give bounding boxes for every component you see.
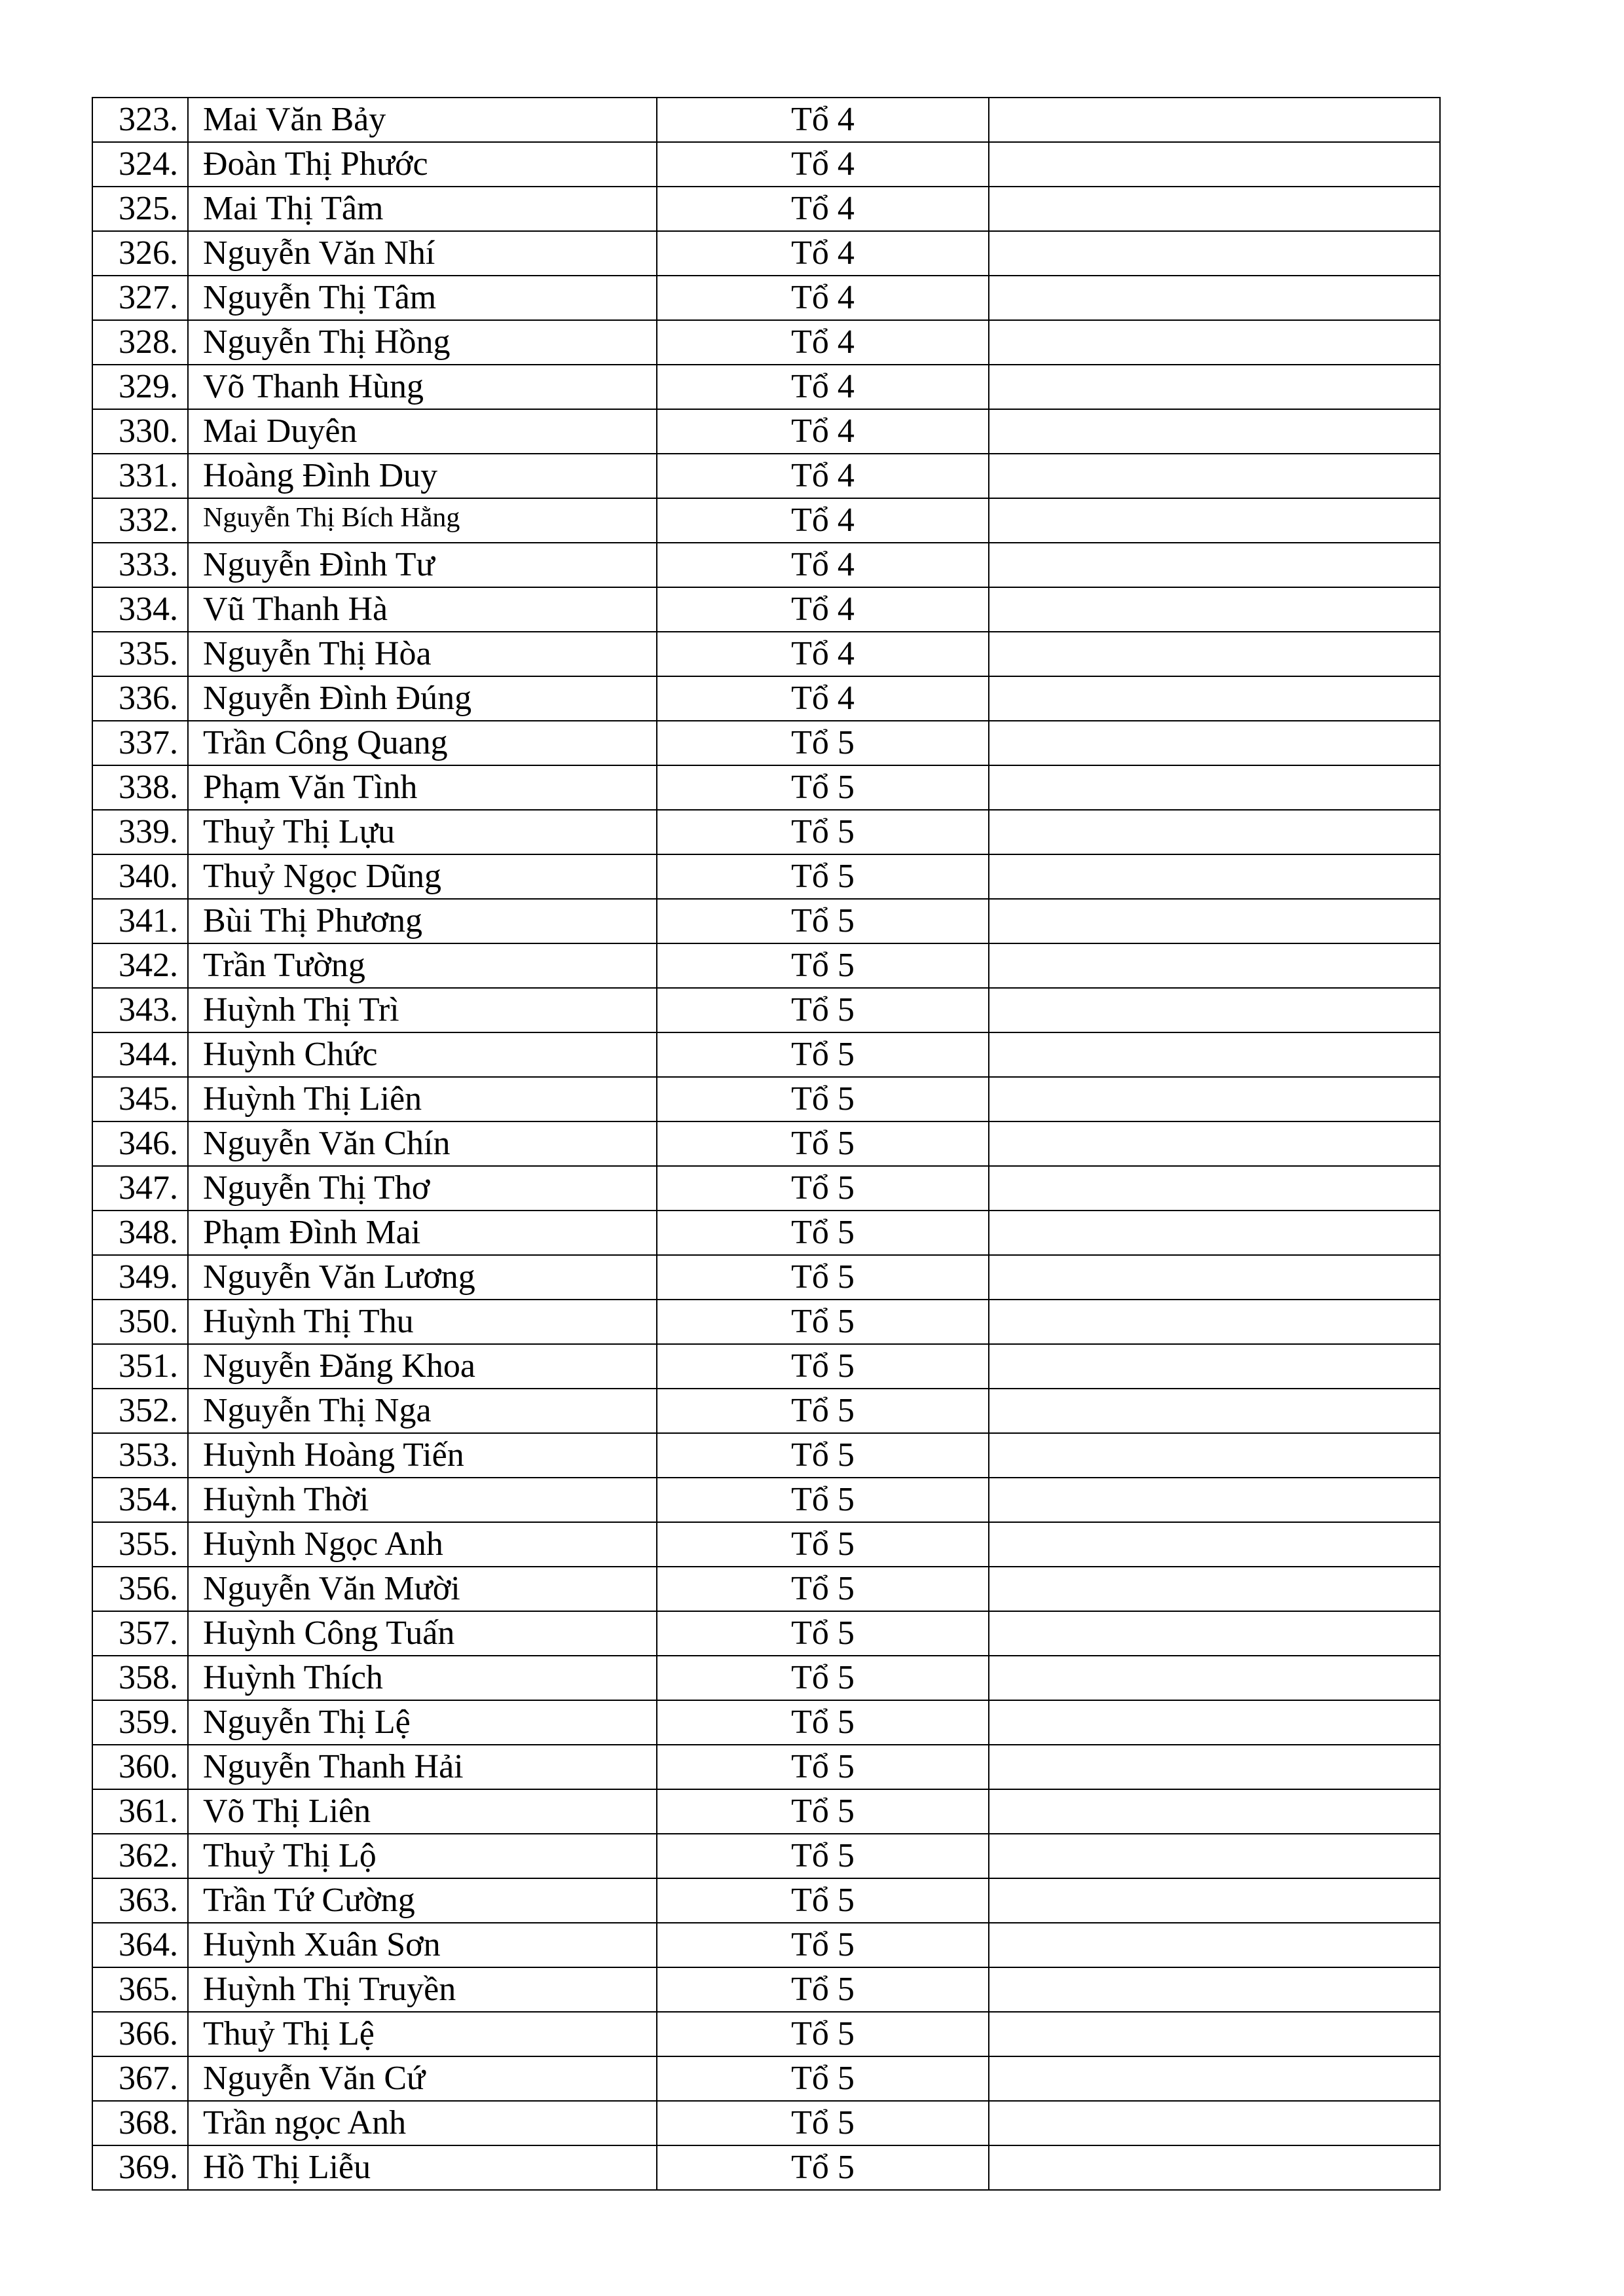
row-number-cell: 366. [92,2012,188,2056]
group-cell: Tổ 5 [657,1522,989,1567]
group-cell: Tổ 5 [657,943,989,988]
note-cell [989,1211,1440,1255]
row-number-cell: 360. [92,1745,188,1789]
member-name-cell: Võ Thị Liên [188,1789,657,1834]
member-name-cell: Nguyễn Văn Cứ [188,2056,657,2101]
row-number-cell: 342. [92,943,188,988]
member-name-cell: Phạm Đình Mai [188,1211,657,1255]
row-number-cell: 351. [92,1344,188,1389]
group-cell: Tổ 5 [657,1789,989,1834]
table-row [92,454,1440,498]
table-row [92,1745,1440,1789]
row-number-cell: 339. [92,810,188,854]
group-cell: Tổ 4 [657,676,989,721]
row-number-cell: 359. [92,1700,188,1745]
member-name-cell: Trần Tường [188,943,657,988]
note-cell [989,1834,1440,1878]
note-cell [989,142,1440,187]
note-cell [989,1121,1440,1166]
group-cell: Tổ 5 [657,1967,989,2012]
note-cell [989,498,1440,543]
row-number-cell: 334. [92,587,188,632]
row-number-cell: 344. [92,1032,188,1077]
group-cell: Tổ 5 [657,1300,989,1344]
group-cell: Tổ 5 [657,1077,989,1121]
row-number-cell: 338. [92,765,188,810]
note-cell [989,899,1440,943]
table-row [92,810,1440,854]
row-number-cell: 363. [92,1878,188,1923]
group-cell: Tổ 5 [657,1211,989,1255]
table-row [92,899,1440,943]
row-number-cell: 345. [92,1077,188,1121]
table-row [92,676,1440,721]
note-cell [989,365,1440,409]
row-number-cell: 348. [92,1211,188,1255]
note-cell [989,1656,1440,1700]
group-cell: Tổ 4 [657,498,989,543]
group-cell: Tổ 5 [657,1255,989,1300]
member-name-cell: Mai Duyên [188,409,657,454]
row-number-cell: 331. [92,454,188,498]
table-row [92,2012,1440,2056]
member-name-cell: Nguyễn Đăng Khoa [188,1344,657,1389]
group-cell: Tổ 5 [657,1433,989,1478]
note-cell [989,98,1440,142]
member-name-cell: Huỳnh Ngọc Anh [188,1522,657,1567]
table-row [92,1611,1440,1656]
member-name-cell: Huỳnh Hoàng Tiến [188,1433,657,1478]
member-name-cell: Nguyễn Văn Lương [188,1255,657,1300]
row-number-cell: 365. [92,1967,188,2012]
row-number-cell: 356. [92,1567,188,1611]
member-name-cell: Thuỷ Thị Lệ [188,2012,657,2056]
row-number-cell: 361. [92,1789,188,1834]
member-name-cell: Huỳnh Thích [188,1656,657,1700]
table-row [92,409,1440,454]
member-name-cell: Huỳnh Chức [188,1032,657,1077]
note-cell [989,1567,1440,1611]
table-row [92,98,1440,142]
member-name-cell: Phạm Văn Tình [188,765,657,810]
table-row [92,721,1440,765]
member-name-cell: Vũ Thanh Hà [188,587,657,632]
table-row [92,187,1440,231]
note-cell [989,1522,1440,1567]
row-number-cell: 368. [92,2101,188,2145]
row-number-cell: 336. [92,676,188,721]
table-row [92,1522,1440,1567]
row-number-cell: 323. [92,98,188,142]
member-name-cell: Nguyễn Văn Chín [188,1121,657,1166]
group-cell: Tổ 5 [657,2012,989,2056]
table-row [92,1789,1440,1834]
note-cell [989,187,1440,231]
group-cell: Tổ 4 [657,543,989,587]
member-name-cell: Nguyễn Văn Nhí [188,231,657,276]
note-cell [989,1433,1440,1478]
table-row [92,1121,1440,1166]
row-number-cell: 352. [92,1389,188,1433]
table-row [92,1255,1440,1300]
note-cell [989,1967,1440,2012]
table-row [92,1567,1440,1611]
member-name-cell: Thuỷ Thị Lựu [188,810,657,854]
table-row [92,1433,1440,1478]
note-cell [989,2056,1440,2101]
group-cell: Tổ 5 [657,1611,989,1656]
table-row [92,2056,1440,2101]
note-cell [989,1077,1440,1121]
note-cell [989,454,1440,498]
member-name-cell: Nguyễn Thanh Hải [188,1745,657,1789]
note-cell [989,1878,1440,1923]
note-cell [989,1389,1440,1433]
row-number-cell: 335. [92,632,188,676]
group-cell: Tổ 5 [657,721,989,765]
table-row [92,854,1440,899]
note-cell [989,1478,1440,1522]
row-number-cell: 367. [92,2056,188,2101]
group-cell: Tổ 5 [657,2145,989,2190]
row-number-cell: 362. [92,1834,188,1878]
table-row [92,142,1440,187]
group-cell: Tổ 4 [657,320,989,365]
note-cell [989,1611,1440,1656]
member-list-table [92,97,1441,2191]
member-name-cell: Nguyễn Đình Tư [188,543,657,587]
member-name-cell: Đoàn Thị Phước [188,142,657,187]
member-name-cell: Nguyễn Thị Hòa [188,632,657,676]
note-cell [989,765,1440,810]
member-name-cell: Huỳnh Thị Trì [188,988,657,1032]
member-name-cell: Võ Thanh Hùng [188,365,657,409]
group-cell: Tổ 5 [657,1166,989,1211]
note-cell [989,721,1440,765]
group-cell: Tổ 5 [657,1834,989,1878]
table-row [92,1834,1440,1878]
note-cell [989,409,1440,454]
note-cell [989,1700,1440,1745]
note-cell [989,988,1440,1032]
row-number-cell: 330. [92,409,188,454]
table-row [92,2101,1440,2145]
note-cell [989,587,1440,632]
table-row [92,1967,1440,2012]
note-cell [989,854,1440,899]
group-cell: Tổ 5 [657,1567,989,1611]
row-number-cell: 353. [92,1433,188,1478]
table-row [92,587,1440,632]
note-cell [989,676,1440,721]
group-cell: Tổ 5 [657,1878,989,1923]
member-name-cell: Hoàng Đình Duy [188,454,657,498]
group-cell: Tổ 5 [657,1344,989,1389]
group-cell: Tổ 5 [657,899,989,943]
member-name-cell: Nguyễn Đình Đúng [188,676,657,721]
row-number-cell: 354. [92,1478,188,1522]
group-cell: Tổ 4 [657,187,989,231]
group-cell: Tổ 4 [657,454,989,498]
table-row [92,1300,1440,1344]
group-cell: Tổ 4 [657,231,989,276]
row-number-cell: 364. [92,1923,188,1967]
group-cell: Tổ 5 [657,988,989,1032]
member-name-cell: Huỳnh Thị Liên [188,1077,657,1121]
group-cell: Tổ 4 [657,142,989,187]
note-cell [989,2101,1440,2145]
group-cell: Tổ 5 [657,1121,989,1166]
row-number-cell: 346. [92,1121,188,1166]
member-name-cell: Hồ Thị Liễu [188,2145,657,2190]
table-row [92,498,1440,543]
group-cell: Tổ 4 [657,276,989,320]
row-number-cell: 340. [92,854,188,899]
table-row [92,276,1440,320]
table-row [92,1700,1440,1745]
note-cell [989,2012,1440,2056]
table-row [92,1389,1440,1433]
note-cell [989,276,1440,320]
table-row [92,1211,1440,1255]
table-row [92,231,1440,276]
note-cell [989,1166,1440,1211]
member-name-cell: Trần ngọc Anh [188,2101,657,2145]
group-cell: Tổ 5 [657,1745,989,1789]
group-cell: Tổ 5 [657,1389,989,1433]
member-name-cell: Huỳnh Thị Truyền [188,1967,657,2012]
table-row [92,1032,1440,1077]
member-name-cell: Nguyễn Văn Mười [188,1567,657,1611]
table-row [92,632,1440,676]
member-name-cell: Huỳnh Công Tuấn [188,1611,657,1656]
table-row [92,1077,1440,1121]
group-cell: Tổ 4 [657,365,989,409]
row-number-cell: 349. [92,1255,188,1300]
group-cell: Tổ 4 [657,632,989,676]
row-number-cell: 355. [92,1522,188,1567]
row-number-cell: 337. [92,721,188,765]
member-name-cell: Nguyễn Thị Lệ [188,1700,657,1745]
table-row [92,1656,1440,1700]
note-cell [989,1789,1440,1834]
group-cell: Tổ 5 [657,854,989,899]
group-cell: Tổ 4 [657,409,989,454]
note-cell [989,231,1440,276]
member-name-cell: Nguyễn Thị Thơ [188,1166,657,1211]
table-row [92,1166,1440,1211]
note-cell [989,1300,1440,1344]
member-name-cell: Mai Văn Bảy [188,98,657,142]
row-number-cell: 350. [92,1300,188,1344]
member-name-cell: Nguyễn Thị Nga [188,1389,657,1433]
table-row [92,1878,1440,1923]
note-cell [989,2145,1440,2190]
table-row [92,1923,1440,1967]
group-cell: Tổ 5 [657,1478,989,1522]
note-cell [989,1923,1440,1967]
row-number-cell: 369. [92,2145,188,2190]
row-number-cell: 343. [92,988,188,1032]
member-name-cell: Nguyễn Thị Hồng [188,320,657,365]
note-cell [989,320,1440,365]
row-number-cell: 325. [92,187,188,231]
row-number-cell: 326. [92,231,188,276]
group-cell: Tổ 5 [657,2101,989,2145]
member-name-cell: Thuỷ Thị Lộ [188,1834,657,1878]
table-row [92,943,1440,988]
row-number-cell: 332. [92,498,188,543]
group-cell: Tổ 4 [657,587,989,632]
table-row [92,320,1440,365]
table-row [92,988,1440,1032]
table-row [92,2145,1440,2190]
note-cell [989,543,1440,587]
row-number-cell: 341. [92,899,188,943]
row-number-cell: 347. [92,1166,188,1211]
group-cell: Tổ 4 [657,98,989,142]
member-name-cell: Thuỷ Ngọc Dũng [188,854,657,899]
member-list-body [92,98,1440,2190]
group-cell: Tổ 5 [657,1923,989,1967]
group-cell: Tổ 5 [657,1032,989,1077]
group-cell: Tổ 5 [657,2056,989,2101]
member-name-cell: Huỳnh Xuân Sơn [188,1923,657,1967]
table-row [92,765,1440,810]
row-number-cell: 328. [92,320,188,365]
member-name-cell: Mai Thị Tâm [188,187,657,231]
note-cell [989,1745,1440,1789]
member-name-cell: Nguyễn Thị Tâm [188,276,657,320]
group-cell: Tổ 5 [657,1700,989,1745]
group-cell: Tổ 5 [657,1656,989,1700]
group-cell: Tổ 5 [657,765,989,810]
table-row [92,365,1440,409]
member-name-cell: Bùi Thị Phương [188,899,657,943]
member-name-cell: Trần Tứ Cường [188,1878,657,1923]
member-name-cell: Trần Công Quang [188,721,657,765]
row-number-cell: 333. [92,543,188,587]
note-cell [989,943,1440,988]
note-cell [989,632,1440,676]
table-row [92,1344,1440,1389]
member-name-cell: Nguyễn Thị Bích Hằng [188,498,657,543]
table-row [92,543,1440,587]
row-number-cell: 357. [92,1611,188,1656]
row-number-cell: 324. [92,142,188,187]
row-number-cell: 358. [92,1656,188,1700]
note-cell [989,1255,1440,1300]
note-cell [989,810,1440,854]
row-number-cell: 329. [92,365,188,409]
group-cell: Tổ 5 [657,810,989,854]
member-name-cell: Huỳnh Thời [188,1478,657,1522]
table-row [92,1478,1440,1522]
row-number-cell: 327. [92,276,188,320]
note-cell [989,1032,1440,1077]
note-cell [989,1344,1440,1389]
member-name-cell: Huỳnh Thị Thu [188,1300,657,1344]
